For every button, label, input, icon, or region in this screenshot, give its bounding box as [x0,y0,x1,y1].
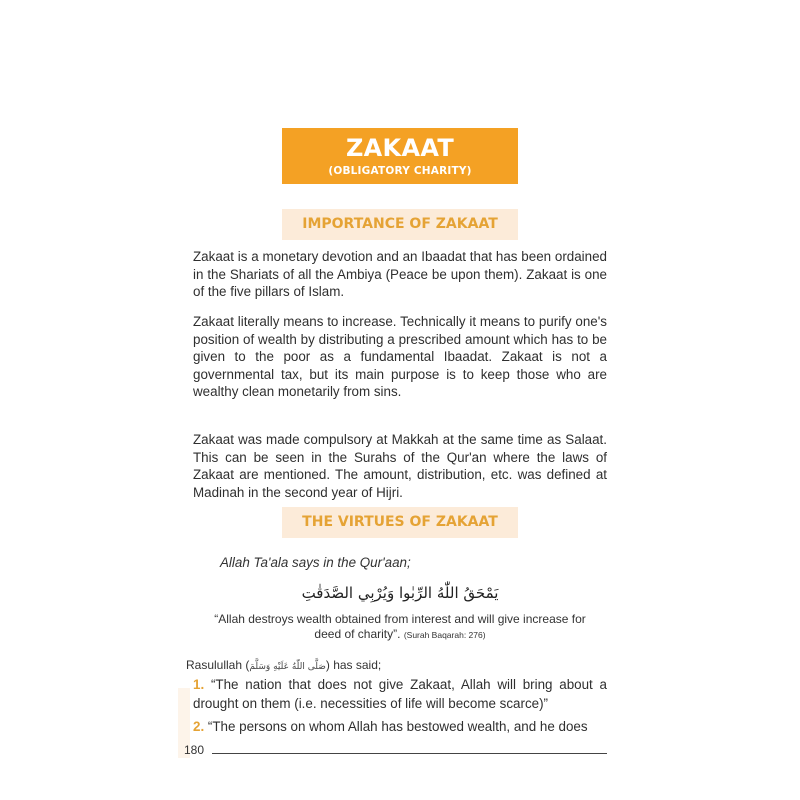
paragraph: Zakaat was made compulsory at Makkah at the same time as Salaat. This can be seen in the Surahs of the Qur'an where the laws of Zakaat are mentioned. The amount, distribution, etc. was defined at Madinah in the second year of Hijri. [193,432,607,500]
chapter-title: ZAKAAT [345,134,455,162]
hadith-intro-prefix: Rasulullah ( [186,658,250,672]
list-item [193,717,607,736]
page-number: 180 [184,743,205,757]
paragraph: Zakaat is a monetary devotion and an Ibaadat that has been ordained in the Shariats of all the Ambiya (Peace be upon them). Zakaat is one of the five pillars of Islam. [193,249,607,299]
hadith-intro [186,658,381,672]
list-item [193,675,607,713]
hadith-intro-suffix: ) has said; [325,658,382,672]
chapter-title-banner [282,128,518,184]
salutation-arabic: صَلَّى اللّٰهُ عَلَيْهِ وَسَلَّمَ [249,662,326,672]
translation-text: “Allah destroys wealth obtained from interest and will give increase for deed of charity”. [214,612,586,641]
verse-intro: Allah Ta'ala says in the Qur'aan; [220,555,411,570]
verse-reference: (Surah Baqarah: 276) [403,630,486,640]
paragraph: Zakaat literally means to increase. Technically it means to purify one's position of wealth by distributing a prescribed amount which has to be given to the poor as a fundamental Ibaadat. Zakaat is not a governmental tax, but its main purpose is to keep those who are wealthy clean monetarily from sins. [193,314,607,399]
verse-translation [210,612,590,643]
list-item-number: 2. [193,719,205,734]
section-heading-importance: IMPORTANCE OF ZAKAAT [282,209,518,240]
list-item-number: 1. [193,677,205,692]
arabic-verse: يَمْحَقُ اللّٰهُ الرِّبٰوا وَيُرْبِي الصَّدَقٰتِ [301,584,499,602]
list-item-text: “The nation that does not give Zakaat, Allah will bring about a drought on them (i.e. necessities of life will become scarce)” [193,677,607,711]
footer-rule [212,753,607,754]
section-heading-virtues: THE VIRTUES OF ZAKAAT [282,507,518,538]
list-item-text: “The persons on whom Allah has bestowed wealth, and he does [207,719,588,734]
chapter-subtitle: (OBLIGATORY CHARITY) [328,165,472,177]
